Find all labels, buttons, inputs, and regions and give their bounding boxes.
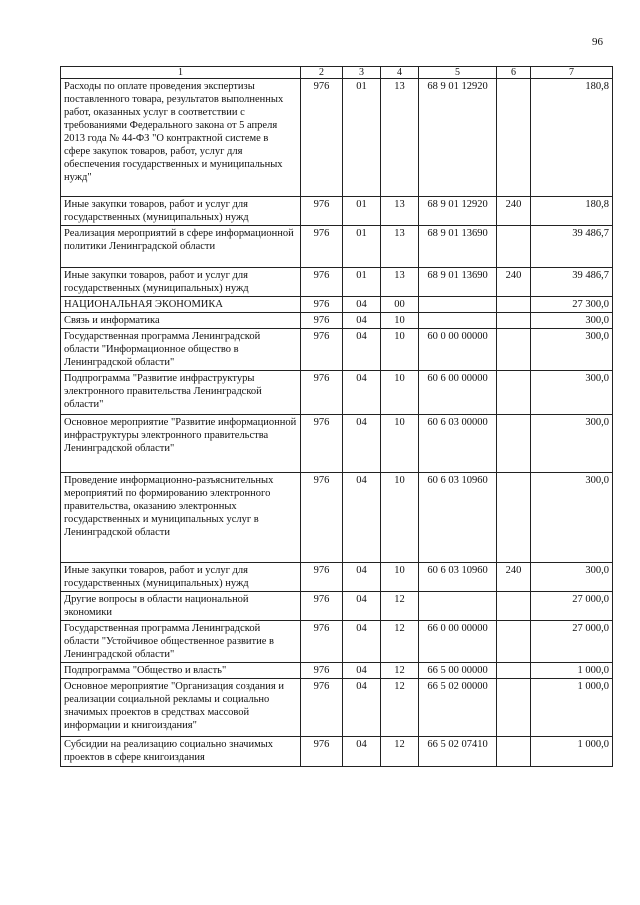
row-name: Расходы по оплате проведения экспертизы поставленного товара, результатов выполненных работ, оказанных услуг в соответствии с требованиями Федерального закона от 5 апреля 2013 года № 44-ФЗ "О контрактной системе в сфере закупок товаров, работ, услуг для обеспечения государственных и муниципальных нужд" — [61, 79, 301, 197]
row-subsection: 13 — [381, 197, 419, 226]
header-target-article: 5 — [419, 67, 497, 79]
row-name: Основное мероприятие "Организация создания и реализации социальной рекламы и социально значимых проектов в средствах массовой информации и книгоиздания" — [61, 679, 301, 737]
row-ministry: 976 — [301, 663, 343, 679]
table-row — [61, 737, 613, 767]
row-section: 01 — [343, 197, 381, 226]
row-name: НАЦИОНАЛЬНАЯ ЭКОНОМИКА — [61, 297, 301, 313]
row-section: 04 — [343, 563, 381, 592]
row-ministry: 976 — [301, 737, 343, 767]
row-target — [419, 313, 497, 329]
row-section: 01 — [343, 79, 381, 197]
row-ministry: 976 — [301, 563, 343, 592]
row-amount: 300,0 — [531, 563, 613, 592]
row-section: 04 — [343, 371, 381, 415]
row-section: 04 — [343, 663, 381, 679]
table-row — [61, 313, 613, 329]
header-name: 1 — [61, 67, 301, 79]
row-subsection: 10 — [381, 313, 419, 329]
row-ministry: 976 — [301, 415, 343, 473]
row-ministry: 976 — [301, 329, 343, 371]
row-subsection: 13 — [381, 226, 419, 268]
table-row — [61, 663, 613, 679]
table-row — [61, 415, 613, 473]
header-subsection: 4 — [381, 67, 419, 79]
row-amount: 27 000,0 — [531, 621, 613, 663]
row-expense-type — [497, 371, 531, 415]
row-amount: 1 000,0 — [531, 663, 613, 679]
row-ministry: 976 — [301, 679, 343, 737]
row-subsection: 12 — [381, 621, 419, 663]
row-section: 04 — [343, 737, 381, 767]
row-expense-type — [497, 415, 531, 473]
row-section: 04 — [343, 621, 381, 663]
row-amount: 300,0 — [531, 415, 613, 473]
row-target: 68 9 01 13690 — [419, 226, 497, 268]
table-row — [61, 371, 613, 415]
table-header-row — [61, 67, 613, 79]
row-target — [419, 592, 497, 621]
row-amount: 300,0 — [531, 329, 613, 371]
row-name: Основное мероприятие "Развитие информационной инфраструктуры электронного правительства Ленинградской области" — [61, 415, 301, 473]
row-ministry: 976 — [301, 79, 343, 197]
row-name: Подпрограмма "Общество и власть" — [61, 663, 301, 679]
row-name: Иные закупки товаров, работ и услуг для государственных (муниципальных) нужд — [61, 268, 301, 297]
table-row — [61, 329, 613, 371]
row-target: 68 9 01 12920 — [419, 79, 497, 197]
row-ministry: 976 — [301, 621, 343, 663]
row-expense-type — [497, 297, 531, 313]
row-expense-type: 240 — [497, 197, 531, 226]
row-name: Подпрограмма "Развитие инфраструктуры электронного правительства Ленинградской области" — [61, 371, 301, 415]
row-amount: 1 000,0 — [531, 737, 613, 767]
row-expense-type — [497, 592, 531, 621]
row-expense-type — [497, 679, 531, 737]
header-section: 3 — [343, 67, 381, 79]
row-amount: 300,0 — [531, 371, 613, 415]
row-section: 01 — [343, 268, 381, 297]
table-row — [61, 226, 613, 268]
row-section: 04 — [343, 329, 381, 371]
table-row — [61, 679, 613, 737]
row-subsection: 13 — [381, 268, 419, 297]
row-ministry: 976 — [301, 473, 343, 563]
header-amount: 7 — [531, 67, 613, 79]
row-amount: 300,0 — [531, 473, 613, 563]
row-target: 60 6 03 10960 — [419, 473, 497, 563]
row-expense-type: 240 — [497, 268, 531, 297]
row-amount: 27 300,0 — [531, 297, 613, 313]
row-name: Иные закупки товаров, работ и услуг для государственных (муниципальных) нужд — [61, 197, 301, 226]
row-expense-type — [497, 473, 531, 563]
row-subsection: 12 — [381, 679, 419, 737]
row-section: 04 — [343, 679, 381, 737]
header-expense-type: 6 — [497, 67, 531, 79]
row-name: Проведение информационно-разъяснительных мероприятий по формированию электронного правительства, оказанию электронных государственных и муниципальных услуг в Ленинградской области — [61, 473, 301, 563]
row-section: 04 — [343, 473, 381, 563]
row-expense-type — [497, 621, 531, 663]
row-subsection: 12 — [381, 737, 419, 767]
row-section: 04 — [343, 415, 381, 473]
table-row — [61, 79, 613, 197]
row-amount: 39 486,7 — [531, 226, 613, 268]
row-target: 66 5 00 00000 — [419, 663, 497, 679]
table-row — [61, 592, 613, 621]
row-target: 60 6 03 00000 — [419, 415, 497, 473]
budget-table — [60, 66, 613, 767]
row-target: 60 6 03 10960 — [419, 563, 497, 592]
table-row — [61, 268, 613, 297]
row-target — [419, 297, 497, 313]
row-expense-type — [497, 313, 531, 329]
row-subsection: 00 — [381, 297, 419, 313]
row-amount: 39 486,7 — [531, 268, 613, 297]
row-expense-type — [497, 737, 531, 767]
page-number: 96 — [592, 36, 603, 48]
row-subsection: 12 — [381, 592, 419, 621]
row-subsection: 10 — [381, 563, 419, 592]
row-ministry: 976 — [301, 197, 343, 226]
row-target: 66 0 00 00000 — [419, 621, 497, 663]
row-ministry: 976 — [301, 313, 343, 329]
row-target: 68 9 01 13690 — [419, 268, 497, 297]
row-expense-type — [497, 226, 531, 268]
row-amount: 300,0 — [531, 313, 613, 329]
row-target: 60 0 00 00000 — [419, 329, 497, 371]
row-subsection: 10 — [381, 329, 419, 371]
table-row — [61, 621, 613, 663]
row-subsection: 13 — [381, 79, 419, 197]
table-row — [61, 473, 613, 563]
row-target: 66 5 02 00000 — [419, 679, 497, 737]
row-subsection: 10 — [381, 473, 419, 563]
row-target: 68 9 01 12920 — [419, 197, 497, 226]
row-name: Связь и информатика — [61, 313, 301, 329]
row-name: Реализация мероприятий в сфере информационной политики Ленинградской области — [61, 226, 301, 268]
row-ministry: 976 — [301, 592, 343, 621]
row-ministry: 976 — [301, 268, 343, 297]
row-section: 04 — [343, 592, 381, 621]
row-amount: 1 000,0 — [531, 679, 613, 737]
table-row — [61, 563, 613, 592]
row-section: 04 — [343, 297, 381, 313]
row-section: 01 — [343, 226, 381, 268]
row-amount: 180,8 — [531, 79, 613, 197]
row-amount: 180,8 — [531, 197, 613, 226]
row-expense-type — [497, 79, 531, 197]
row-target: 66 5 02 07410 — [419, 737, 497, 767]
row-ministry: 976 — [301, 371, 343, 415]
row-expense-type: 240 — [497, 563, 531, 592]
table-row — [61, 297, 613, 313]
row-expense-type — [497, 329, 531, 371]
row-name: Субсидии на реализацию социально значимых проектов в сфере книгоиздания — [61, 737, 301, 767]
row-expense-type — [497, 663, 531, 679]
header-ministry: 2 — [301, 67, 343, 79]
table-row — [61, 197, 613, 226]
row-amount: 27 000,0 — [531, 592, 613, 621]
row-section: 04 — [343, 313, 381, 329]
row-subsection: 10 — [381, 371, 419, 415]
row-name: Государственная программа Ленинградской области "Информационное общество в Ленинградской области" — [61, 329, 301, 371]
row-target: 60 6 00 00000 — [419, 371, 497, 415]
row-subsection: 12 — [381, 663, 419, 679]
row-subsection: 10 — [381, 415, 419, 473]
row-ministry: 976 — [301, 226, 343, 268]
row-ministry: 976 — [301, 297, 343, 313]
row-name: Иные закупки товаров, работ и услуг для государственных (муниципальных) нужд — [61, 563, 301, 592]
row-name: Другие вопросы в области национальной экономики — [61, 592, 301, 621]
row-name: Государственная программа Ленинградской области "Устойчивое общественное развитие в Ленинградской области" — [61, 621, 301, 663]
